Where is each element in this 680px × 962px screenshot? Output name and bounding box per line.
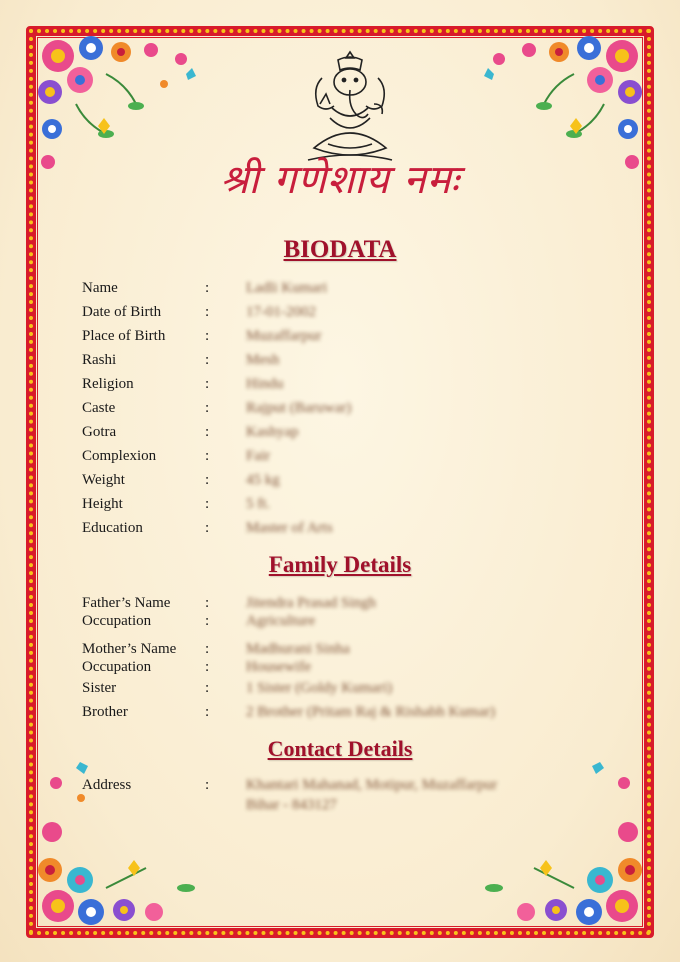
detail-value: Muzaffarpur bbox=[246, 328, 322, 344]
detail-row bbox=[82, 659, 602, 681]
colon: : bbox=[205, 520, 210, 536]
colon: : bbox=[205, 659, 210, 675]
colon: : bbox=[205, 424, 210, 440]
detail-label: Address bbox=[82, 777, 132, 793]
detail-label: Rashi bbox=[82, 352, 117, 368]
address-line-1: Khantari Mahanad, Motipur, Muzaffarpur bbox=[246, 777, 498, 793]
colon: : bbox=[205, 280, 210, 296]
colon: : bbox=[205, 641, 210, 657]
detail-value: 17-01-2002 bbox=[246, 304, 316, 320]
detail-row bbox=[82, 496, 602, 518]
detail-label: Complexion bbox=[82, 448, 157, 464]
colon: : bbox=[205, 328, 210, 344]
detail-value: Madhurani Sinha bbox=[246, 641, 350, 657]
detail-label: Caste bbox=[82, 400, 116, 416]
detail-value: Fair bbox=[246, 448, 271, 464]
detail-row bbox=[82, 328, 602, 350]
detail-value: 1 Sister (Goldy Kumari) bbox=[246, 680, 393, 696]
colon: : bbox=[205, 304, 210, 320]
detail-value: 45 kg bbox=[246, 472, 280, 488]
detail-label: Occupation bbox=[82, 613, 152, 629]
detail-value: Mesh bbox=[246, 352, 280, 368]
detail-row bbox=[82, 704, 602, 726]
detail-row bbox=[82, 472, 602, 494]
detail-value: 5 ft. bbox=[246, 496, 271, 512]
detail-label: Sister bbox=[82, 680, 117, 696]
detail-label: Occupation bbox=[82, 659, 152, 675]
colon: : bbox=[205, 613, 210, 629]
detail-value: Kashyap bbox=[246, 424, 299, 440]
detail-label: Weight bbox=[82, 472, 125, 488]
detail-value: Ladli Kumari bbox=[246, 280, 328, 296]
detail-label: Place of Birth bbox=[82, 328, 166, 344]
detail-value: Housewife bbox=[246, 659, 311, 675]
mantra-heading: श्री गणेशाय नमः bbox=[220, 157, 460, 203]
detail-value: Jitendra Prasad Singh bbox=[246, 595, 376, 611]
detail-label: Religion bbox=[82, 376, 134, 392]
detail-value: 2 Brother (Pritam Raj & Rishabh Kumar) bbox=[246, 704, 496, 720]
detail-row bbox=[82, 777, 602, 821]
detail-label: Brother bbox=[82, 704, 128, 720]
colon: : bbox=[205, 704, 210, 720]
colon: : bbox=[205, 448, 210, 464]
detail-value: Agriculture bbox=[246, 613, 316, 629]
detail-label: Height bbox=[82, 496, 123, 512]
colon: : bbox=[205, 777, 210, 793]
floral-corner-icon bbox=[474, 748, 644, 928]
floral-corner-icon bbox=[36, 748, 206, 928]
detail-row bbox=[82, 376, 602, 398]
detail-label: Gotra bbox=[82, 424, 117, 440]
detail-value: Rajput (Baruwar) bbox=[246, 400, 352, 416]
detail-row bbox=[82, 680, 602, 702]
detail-row bbox=[82, 352, 602, 374]
detail-row bbox=[82, 613, 602, 635]
biodata-title: BIODATA bbox=[283, 236, 397, 263]
detail-label: Father’s Name bbox=[82, 595, 171, 611]
detail-label: Name bbox=[82, 280, 118, 296]
detail-row bbox=[82, 448, 602, 470]
detail-label: Date of Birth bbox=[82, 304, 162, 320]
colon: : bbox=[205, 472, 210, 488]
detail-row bbox=[82, 280, 602, 302]
colon: : bbox=[205, 595, 210, 611]
detail-label: Mother’s Name bbox=[82, 641, 177, 657]
colon: : bbox=[205, 400, 210, 416]
detail-label: Education bbox=[82, 520, 143, 536]
colon: : bbox=[205, 352, 210, 368]
address-line-2: Bihar - 843127 bbox=[246, 797, 337, 813]
detail-row bbox=[82, 520, 602, 542]
detail-value: Hindu bbox=[246, 376, 284, 392]
contact-details-title: Contact Details bbox=[267, 736, 413, 761]
family-details-title: Family Details bbox=[268, 552, 412, 577]
colon: : bbox=[205, 376, 210, 392]
detail-value: Master of Arts bbox=[246, 520, 333, 536]
detail-row bbox=[82, 400, 602, 422]
colon: : bbox=[205, 680, 210, 696]
colon: : bbox=[205, 496, 210, 512]
detail-row bbox=[82, 424, 602, 446]
detail-row bbox=[82, 304, 602, 326]
